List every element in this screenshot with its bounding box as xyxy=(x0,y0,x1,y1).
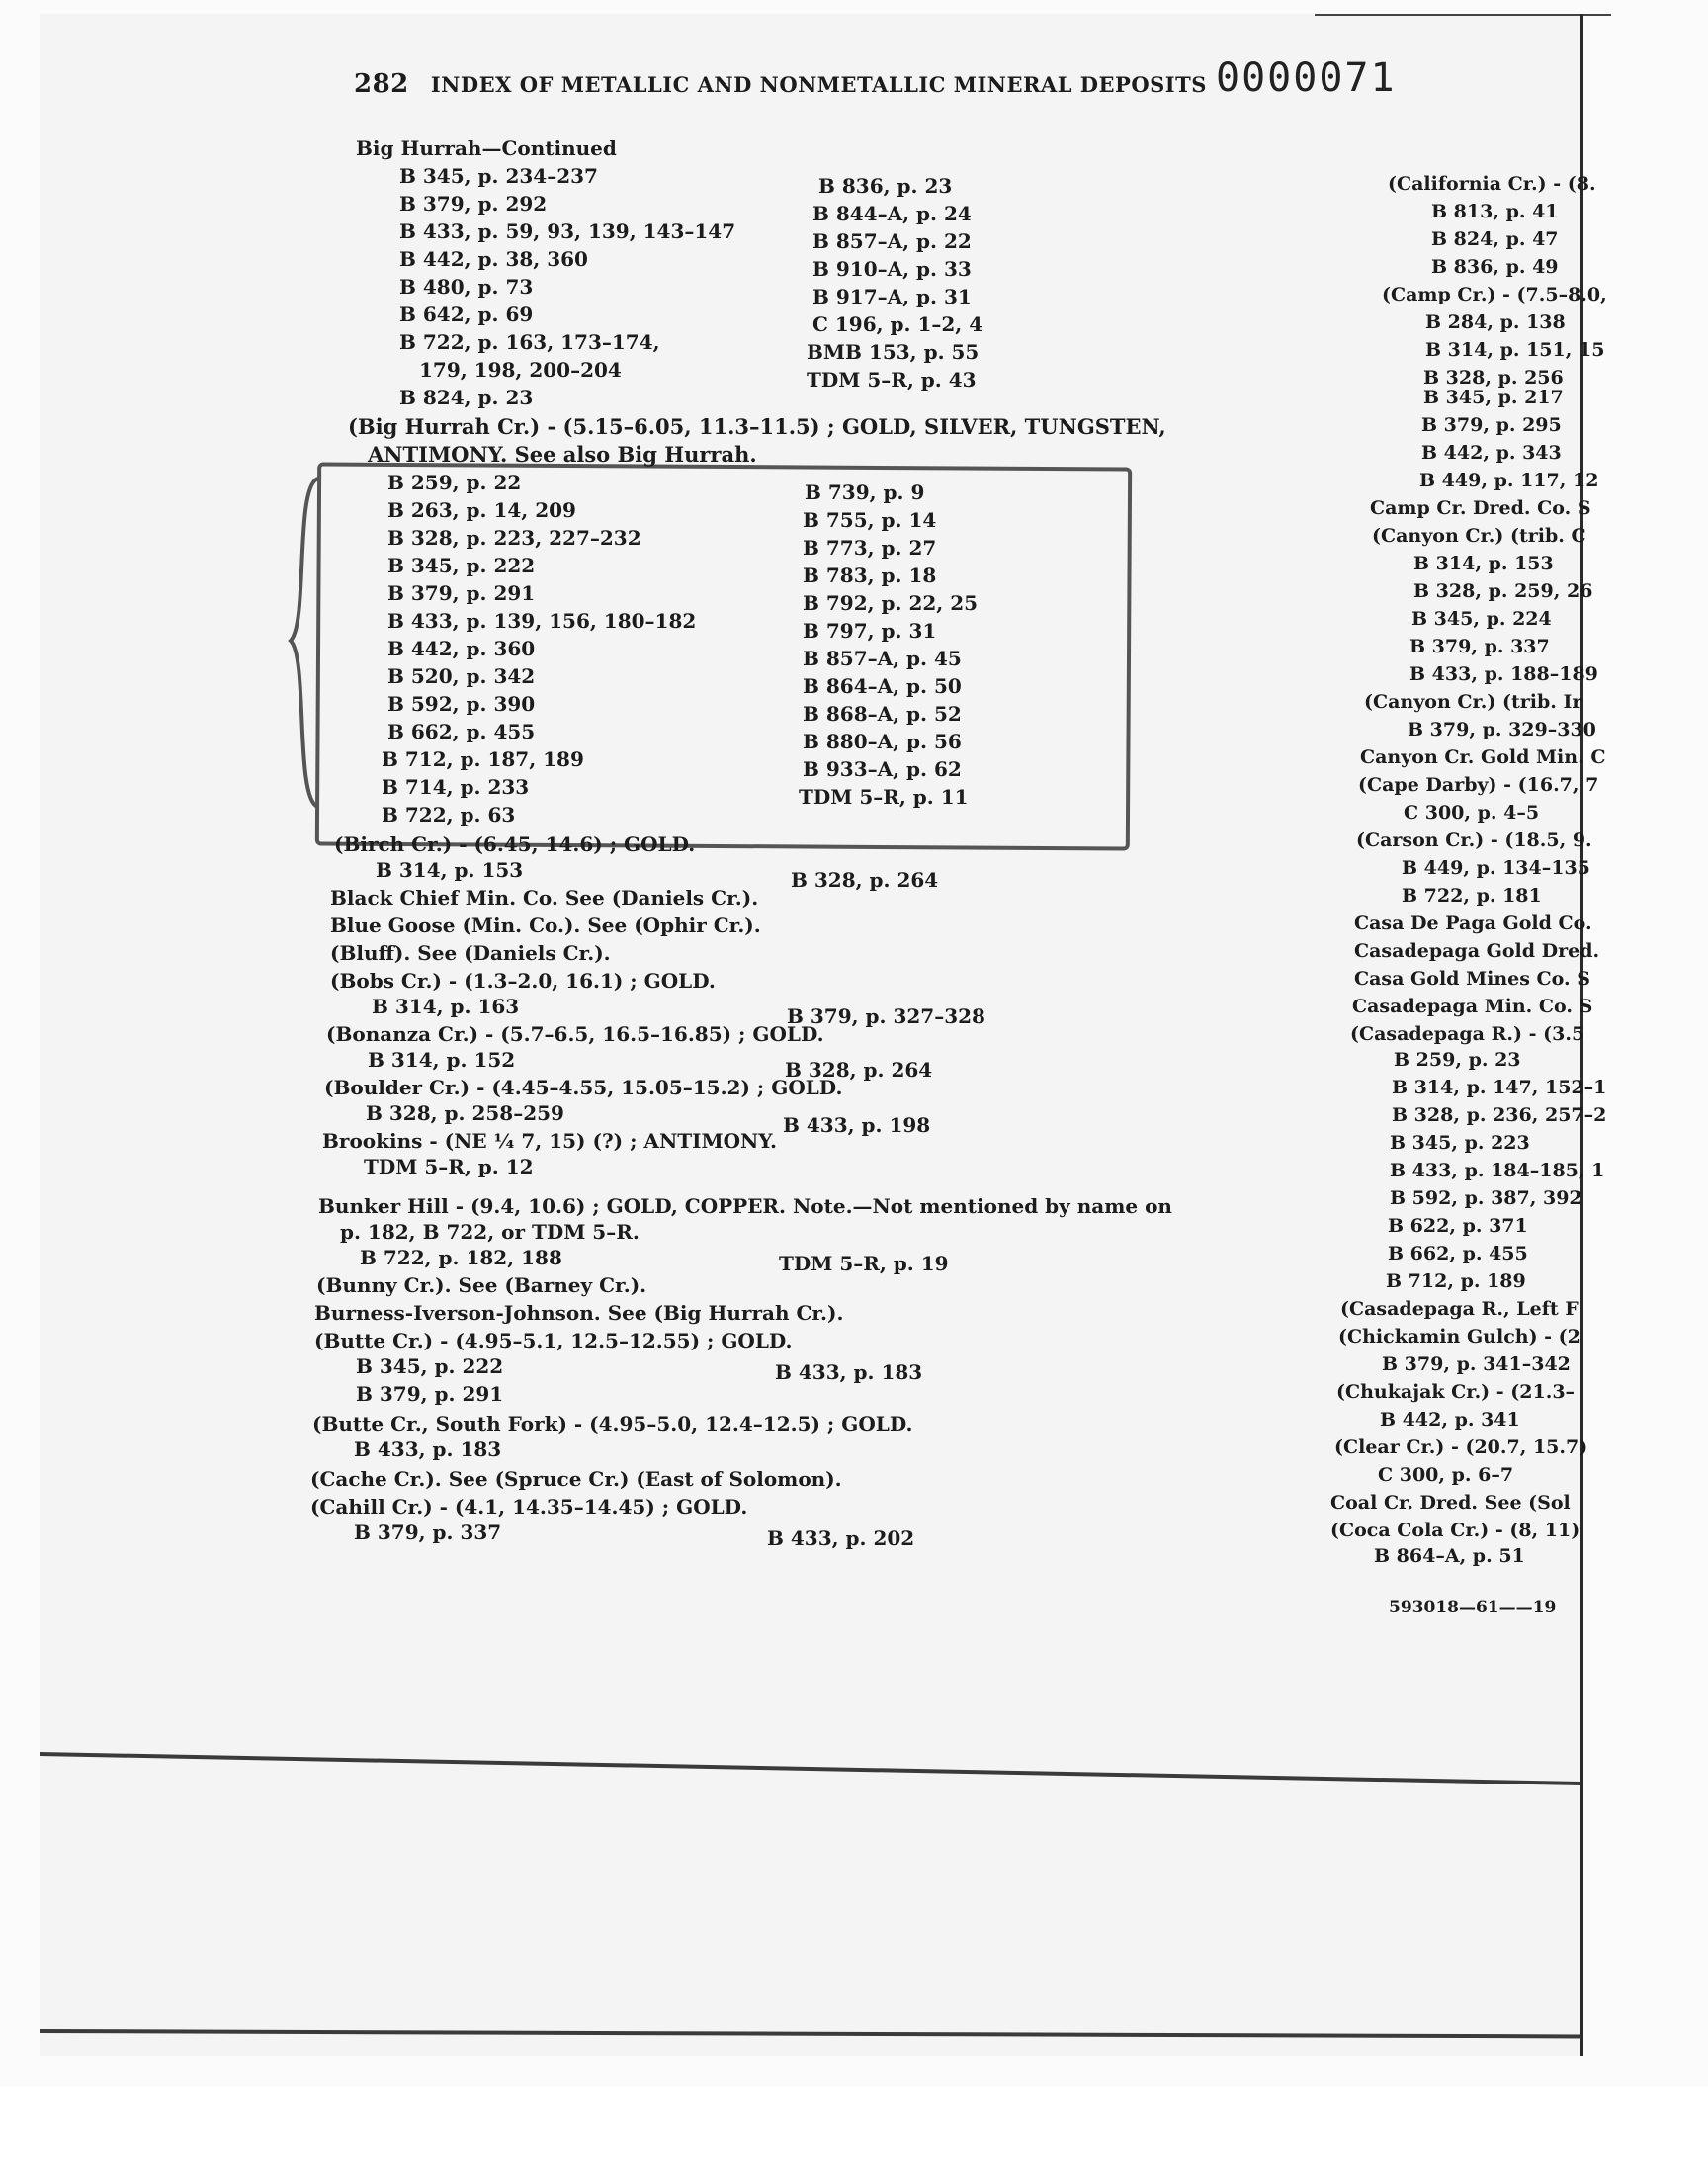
page-title: INDEX OF METALLIC AND NONMETALLIC MINERAL DEPOSITS xyxy=(430,72,1207,97)
reference: B 433, p. 59, 93, 139, 143–147 xyxy=(399,219,736,243)
reference: TDM 5–R, p. 11 xyxy=(799,785,969,809)
reference: TDM 5–R, p. 43 xyxy=(807,368,977,392)
entry-heading: (Canyon Cr.) (trib. C xyxy=(1372,525,1586,547)
reference: B 662, p. 455 xyxy=(387,720,536,743)
reference: B 592, p. 390 xyxy=(387,692,536,716)
reference: B 328, p. 258–259 xyxy=(366,1101,564,1125)
reference: B 442, p. 360 xyxy=(387,637,536,660)
reference: 179, 198, 200–204 xyxy=(419,358,622,382)
reference: B 449, p. 134–135 xyxy=(1402,857,1590,879)
entry-heading: Casadepaga Gold Dred. xyxy=(1354,940,1600,962)
reference: B 379, p. 291 xyxy=(356,1382,504,1406)
entry-heading: (Butte Cr.) - (4.95–5.1, 12.5–12.55) ; GOLD. xyxy=(314,1329,793,1352)
entry-heading: (Chukajak Cr.) - (21.3– xyxy=(1336,1381,1576,1403)
entry-heading: Bunker Hill - (9.4, 10.6) ; GOLD, COPPER. Note.—Not mentioned by name on xyxy=(318,1194,1172,1218)
print-code: 593018—61——19 xyxy=(1389,1598,1557,1617)
reference: B 449, p. 117, 12 xyxy=(1419,470,1599,491)
reference: TDM 5–R, p. 12 xyxy=(364,1155,534,1178)
entry-heading: (Bunny Cr.). See (Barney Cr.). xyxy=(316,1273,647,1297)
reference: C 300, p. 4–5 xyxy=(1404,802,1540,824)
reference: B 328, p. 236, 257–2 xyxy=(1392,1104,1607,1126)
reference: B 314, p. 153 xyxy=(376,858,524,882)
reference: B 314, p. 152 xyxy=(368,1048,516,1072)
reference: B 433, p. 184–185, 1 xyxy=(1390,1160,1605,1181)
reference: B 480, p. 73 xyxy=(399,275,534,299)
reference: B 379, p. 337 xyxy=(354,1521,502,1544)
reference: B 836, p. 23 xyxy=(818,174,953,198)
entry-heading: Canyon Cr. Gold Min. C xyxy=(1360,746,1606,768)
reference: B 722, p. 182, 188 xyxy=(360,1246,562,1269)
entry-heading: Casa De Paga Gold Co. xyxy=(1354,913,1592,934)
reference: B 328, p. 223, 227–232 xyxy=(387,526,641,550)
reference: B 722, p. 163, 173–174, xyxy=(399,330,660,354)
reference: B 792, p. 22, 25 xyxy=(803,591,979,615)
reference: B 844–A, p. 24 xyxy=(812,202,972,225)
reference: B 433, p. 188–189 xyxy=(1409,663,1598,685)
entry-heading: Camp Cr. Dred. Co. S xyxy=(1370,497,1591,519)
reference: B 259, p. 23 xyxy=(1394,1049,1521,1071)
reference: B 263, p. 14, 209 xyxy=(387,498,576,522)
reference: B 314, p. 153 xyxy=(1413,553,1554,574)
entry-heading: (California Cr.) - (8. xyxy=(1388,173,1596,195)
reference: B 642, p. 69 xyxy=(399,303,534,326)
entry-heading: (Casadepaga R.) - (3.5 xyxy=(1350,1023,1585,1045)
reference: B 622, p. 371 xyxy=(1388,1215,1528,1237)
entry-heading: Brookins - (NE ¼ 7, 15) (?) ; ANTIMONY. xyxy=(322,1129,777,1153)
reference: B 857–A, p. 22 xyxy=(812,229,972,253)
reference: B 442, p. 341 xyxy=(1380,1409,1520,1431)
reference: B 880–A, p. 56 xyxy=(803,730,962,753)
reference: B 714, p. 233 xyxy=(382,775,530,799)
reference: B 345, p. 223 xyxy=(1390,1132,1530,1154)
reference: B 910–A, p. 33 xyxy=(812,257,972,281)
reference: B 836, p. 49 xyxy=(1431,256,1559,278)
entry-heading: Coal Cr. Dred. See (Sol xyxy=(1330,1492,1571,1514)
reference: B 379, p. 291 xyxy=(387,581,536,605)
reference: B 345, p. 217 xyxy=(1423,387,1564,408)
entry-heading: (Clear Cr.) - (20.7, 15.7) xyxy=(1334,1436,1588,1458)
reference: B 314, p. 151, 15 xyxy=(1425,339,1605,361)
entry-heading: (Bobs Cr.) - (1.3–2.0, 16.1) ; GOLD. xyxy=(330,969,716,993)
reference: B 314, p. 163 xyxy=(372,995,520,1018)
reference: B 345, p. 224 xyxy=(1411,608,1552,630)
reference: B 328, p. 264 xyxy=(791,868,939,892)
entry-heading: (Chickamin Gulch) - (2 xyxy=(1338,1326,1580,1348)
reference: B 328, p. 259, 26 xyxy=(1413,580,1593,602)
reference: B 379, p. 295 xyxy=(1421,414,1562,436)
reference: B 379, p. 329–330 xyxy=(1408,719,1596,740)
entry-heading: (Boulder Cr.) - (4.45–4.55, 15.05–15.2) ; GOLD. xyxy=(324,1076,843,1099)
entry-heading: (Casadepaga R., Left F xyxy=(1340,1298,1579,1320)
reference: C 196, p. 1–2, 4 xyxy=(812,312,983,336)
reference: B 813, p. 41 xyxy=(1431,201,1559,222)
reference: B 662, p. 455 xyxy=(1388,1243,1528,1264)
reference: B 379, p. 327–328 xyxy=(787,1004,985,1028)
reference: B 797, p. 31 xyxy=(803,619,937,643)
reference: B 722, p. 63 xyxy=(382,803,516,826)
reference: B 379, p. 292 xyxy=(399,192,548,216)
reference: B 314, p. 147, 152–1 xyxy=(1392,1077,1607,1098)
reference: B 379, p. 341–342 xyxy=(1382,1353,1571,1375)
reference: B 345, p. 234–237 xyxy=(399,164,598,188)
document-stamp: 0000071 xyxy=(1216,55,1397,101)
reference: BMB 153, p. 55 xyxy=(807,340,980,364)
entry-heading: (Coca Cola Cr.) - (8, 11) xyxy=(1330,1520,1580,1541)
reference: B 520, p. 342 xyxy=(387,664,536,688)
entry-heading: Casa Gold Mines Co. S xyxy=(1354,968,1590,990)
reference: B 379, p. 337 xyxy=(1409,636,1550,657)
entry-heading: (Canyon Cr.) (trib. Ir xyxy=(1364,691,1582,713)
reference: B 442, p. 38, 360 xyxy=(399,247,588,271)
entry-heading: Burness-Iverson-Johnson. See (Big Hurrah Cr.). xyxy=(314,1301,844,1325)
reference: B 755, p. 14 xyxy=(803,508,937,532)
reference: B 824, p. 47 xyxy=(1431,228,1559,250)
reference: B 433, p. 139, 156, 180–182 xyxy=(387,609,697,633)
reference: B 783, p. 18 xyxy=(803,564,937,587)
reference: B 857–A, p. 45 xyxy=(803,647,962,670)
reference: B 442, p. 343 xyxy=(1421,442,1562,464)
entry-heading: Blue Goose (Min. Co.). See (Ophir Cr.). xyxy=(330,914,761,937)
entry-heading: Casadepaga Min. Co. S xyxy=(1352,996,1593,1017)
reference: B 345, p. 222 xyxy=(387,554,536,577)
reference: B 433, p. 183 xyxy=(775,1360,923,1384)
entry-heading: (Bonanza Cr.) - (5.7–6.5, 16.5–16.85) ; GOLD. xyxy=(326,1022,824,1046)
entry-heading-cont: p. 182, B 722, or TDM 5–R. xyxy=(340,1220,640,1244)
reference: B 864–A, p. 50 xyxy=(803,674,962,698)
reference: B 433, p. 183 xyxy=(354,1437,502,1461)
reference: B 868–A, p. 52 xyxy=(803,702,962,726)
reference: B 712, p. 189 xyxy=(1386,1270,1526,1292)
reference: B 933–A, p. 62 xyxy=(803,757,962,781)
reference: B 433, p. 198 xyxy=(783,1113,931,1137)
entry-heading: (Bluff). See (Daniels Cr.). xyxy=(330,941,611,965)
entry-heading: (Cape Darby) - (16.7, 7 xyxy=(1358,774,1599,796)
reference: B 284, p. 138 xyxy=(1425,311,1566,333)
entry-heading: (Camp Cr.) - (7.5–8.0, xyxy=(1382,284,1607,305)
reference: C 300, p. 6–7 xyxy=(1378,1464,1514,1486)
reference: B 739, p. 9 xyxy=(805,480,925,504)
entry-heading: (Butte Cr., South Fork) - (4.95–5.0, 12.4–12.5) ; GOLD. xyxy=(312,1412,913,1436)
entry-heading-cont: ANTIMONY. See also Big Hurrah. xyxy=(368,442,757,467)
reference: B 592, p. 387, 392 xyxy=(1390,1187,1582,1209)
reference: B 824, p. 23 xyxy=(399,386,534,409)
reference: B 722, p. 181 xyxy=(1402,885,1542,907)
entry-heading: (Birch Cr.) - (6.45, 14.6) ; GOLD. xyxy=(334,832,696,856)
reference: B 712, p. 187, 189 xyxy=(382,747,584,771)
reference: B 433, p. 202 xyxy=(767,1526,915,1550)
entry-heading: (Cahill Cr.) - (4.1, 14.35–14.45) ; GOLD. xyxy=(310,1495,748,1519)
reference: B 917–A, p. 31 xyxy=(812,285,972,308)
entry-heading: (Cache Cr.). See (Spruce Cr.) (East of Solomon). xyxy=(310,1467,842,1491)
entry-heading: (Big Hurrah Cr.) - (5.15–6.05, 11.3–11.5) ; GOLD, SILVER, TUNGSTEN, xyxy=(348,414,1166,439)
reference: B 259, p. 22 xyxy=(387,471,522,494)
entry-heading: Black Chief Min. Co. See (Daniels Cr.). xyxy=(330,886,759,910)
reference: B 328, p. 264 xyxy=(785,1058,933,1082)
page-number: 282 xyxy=(354,69,409,99)
entry-heading: Big Hurrah—Continued xyxy=(356,136,617,160)
reference: B 345, p. 222 xyxy=(356,1354,504,1378)
reference: B 773, p. 27 xyxy=(803,536,937,560)
reference: B 864–A, p. 51 xyxy=(1374,1545,1525,1567)
entry-heading: (Carson Cr.) - (18.5, 9. xyxy=(1356,829,1592,851)
reference: B 328, p. 256 xyxy=(1423,367,1564,389)
reference: TDM 5–R, p. 19 xyxy=(779,1252,949,1275)
